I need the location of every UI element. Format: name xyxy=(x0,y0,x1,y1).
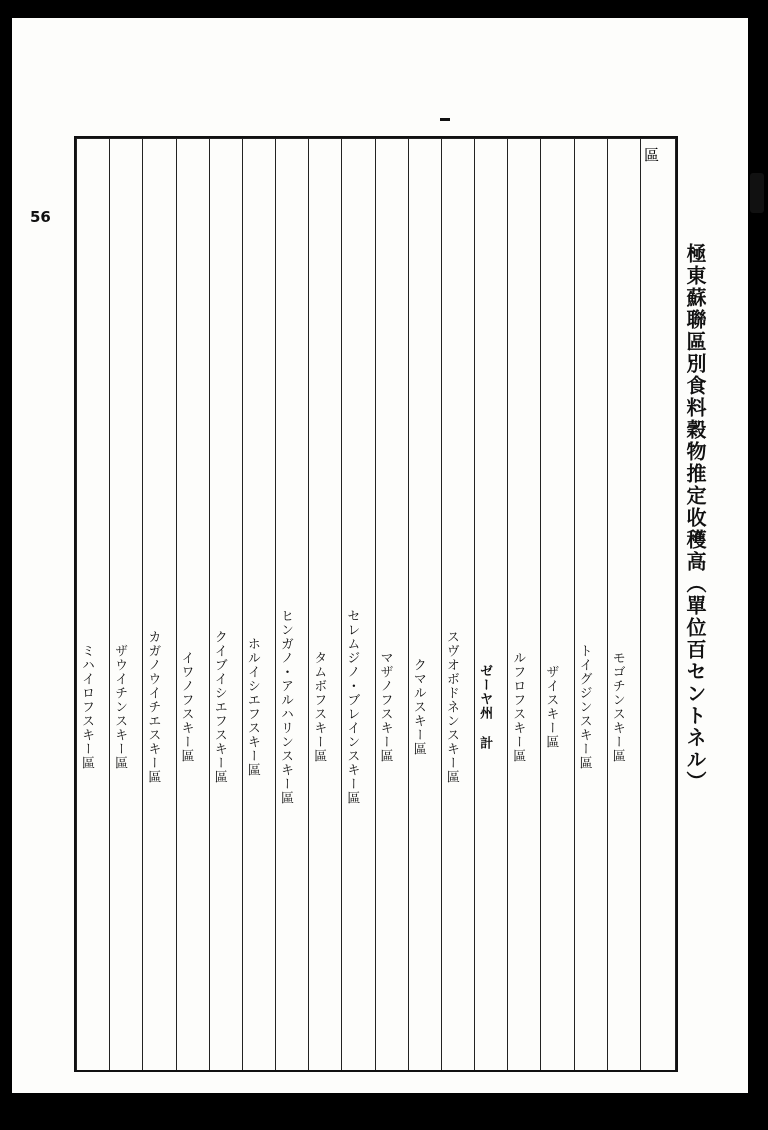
corner-top-label: 區 xyxy=(642,147,660,162)
region-name: ゼーヤ州 計 xyxy=(477,664,493,750)
harvest-grid xyxy=(76,138,676,1072)
corner-header xyxy=(641,139,662,1072)
region-name: ルフロフスキー區 xyxy=(510,651,526,763)
region-name: トイグジンスキー區 xyxy=(576,644,592,770)
region-name: ザウイチンスキー區 xyxy=(112,644,128,770)
region-name: スヴオボドネンスキー區 xyxy=(443,630,459,784)
table-title: 極東蘇聯區別食料穀物推定收穫高（單位百セントネル） xyxy=(683,243,707,793)
region-name: ザイスキー區 xyxy=(543,665,559,749)
region-name: ミハイロフスキー區 xyxy=(79,644,94,770)
region-name: ホルイシエフスキー區 xyxy=(244,637,260,777)
region-name: マザノフスキー區 xyxy=(377,651,393,763)
region-name: モゴチンスキー區 xyxy=(609,651,625,763)
page-number: 56 xyxy=(30,208,51,226)
region-name: クイブイシエフスキー區 xyxy=(211,630,227,784)
region-name: セレムジノ・ブレインスキー區 xyxy=(344,609,360,805)
region-name: タムボフスキー區 xyxy=(311,651,327,763)
region-name: クマルスキー區 xyxy=(410,658,426,756)
region-name: イワノフスキー區 xyxy=(178,651,194,763)
region-name: カガノウイチエスキー區 xyxy=(145,630,161,784)
document-page xyxy=(12,18,748,1093)
binding-edge-mark xyxy=(750,173,764,213)
harvest-table xyxy=(74,136,678,1072)
region-name: ヒンガノ・アルハリンスキー區 xyxy=(278,609,294,805)
separator-dash xyxy=(440,118,450,121)
